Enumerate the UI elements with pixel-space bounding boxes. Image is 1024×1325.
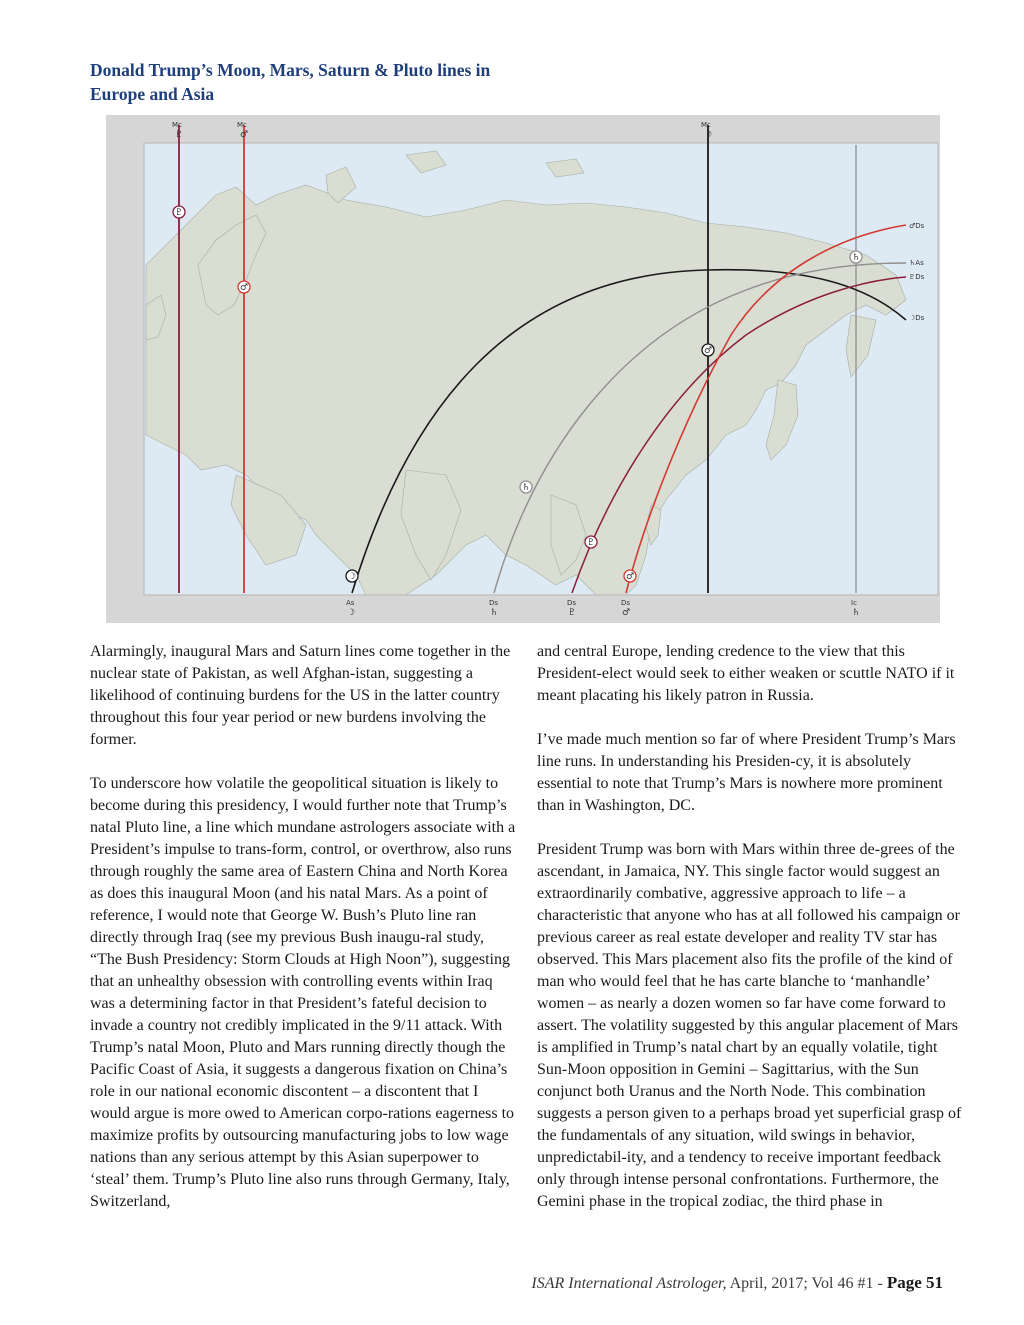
- footer-page-number: Page 51: [886, 1273, 943, 1292]
- figure-title-line-2: Europe and Asia: [90, 84, 215, 104]
- article-column-left: [90, 641, 518, 1235]
- top-label-moon-mc: Mc: [701, 121, 711, 129]
- bottom-label-saturn-ds: Ds: [489, 599, 499, 607]
- figure-title: [90, 58, 610, 106]
- right-label-mars-ds: ♂Ds: [909, 222, 925, 230]
- map-svg: [106, 115, 940, 623]
- pluto-marker-glyph: ♇: [175, 208, 184, 218]
- pluto-ds-marker-glyph: ♇: [587, 538, 596, 548]
- bottom-glyph-moon: ☽: [347, 608, 356, 618]
- mars-mc-marker-glyph: ♂: [240, 283, 249, 293]
- moon-mc-crossing-glyph: ♂: [704, 346, 713, 356]
- top-label-pluto-mc: Mc: [172, 121, 182, 129]
- right-label-saturn-as: ♄As: [909, 259, 924, 267]
- bottom-glyph-saturn: ♄: [490, 608, 499, 618]
- top-glyph-pluto: ♇: [175, 130, 184, 140]
- bottom-label-saturn-ic: Ic: [851, 599, 857, 607]
- right-label-moon-ds: ☽Ds: [909, 314, 925, 322]
- article-paragraph: I’ve made much mention so far of where President Trump’s Mars line runs. In understanding his Presiden-cy, it is absolutely essential to note that Trump’s Mars is nowhere more prominent than in Washington, DC.: [537, 731, 956, 814]
- bottom-glyph-mars: ♂: [622, 608, 631, 618]
- bottom-glyph-pluto: ♇: [568, 608, 577, 618]
- article-paragraph: President Trump was born with Mars within three de-grees of the ascendant, in Jamaica, NY. This single factor would suggest an extraordinarily combative, aggressive approach to life – a characteristic that anyone who has at all followed his campaign or previous career as real estate developer and reality TV star has observed. This Mars placement also fits the profile of the kind of man who would feel that he has carte blanche to ‘manhandle’ women – as nearly a dozen women so far have come forward to assert. The volatility suggested by this angular placement of Mars is amplified in Trump’s natal chart by an equally volatile, tight Sun-Moon opposition in Gemini – Sagittarius, with the Sun conjunct both Uranus and the North Node. This combination suggests a person given to a perhaps broad yet superficial grasp of the fundamentals of any situation, wild swings in behavior, unpredictabil-ity, and a tendency to receive important feedback only through intense personal confrontations. Furthermore, the Gemini phase in the tropical zodiac, the third phase in: [537, 841, 962, 1210]
- mars-ds-marker-glyph: ♂: [626, 572, 635, 582]
- bottom-glyph-saturn-ic: ♄: [852, 608, 861, 618]
- footer-issue: April, 2017; Vol 46 #1 -: [726, 1275, 887, 1292]
- footer-journal: ISAR International Astrologer,: [531, 1275, 727, 1292]
- top-label-mars-mc: Mc: [237, 121, 247, 129]
- article-paragraph: To underscore how volatile the geopolitical situation is likely to become during this presidency, I would further note that Trump’s natal Pluto line, a line which mundane astrologers associate with a President’s impulse to trans-form, control, or overthrow, also runs through roughly the same area of Eastern China and North Korea as does this inaugural Moon (and his natal Mars. As a point of reference, I would note that George W. Bush’s Pluto line ran directly through Iraq (see my previous Bush inaugu-ral study, “The Bush Presidency: Storm Clouds at High Noon”), suggesting that an unhealthy obsession with controlling events within Iraq was a determining factor in that President’s fateful decision to invade a country not credibly implicated in the 9/11 attack. With Trump’s natal Moon, Pluto and Mars running directly though the Pacific Coast of Asia, it suggests a dangerous fixation on China’s role in our national economic discontent – a discontent that I would argue is more owed to American corpo-rations eagerness to maximize profits by outsourcing manufacturing jobs to low wage nations than any serious attempt by this Asian superpower to ‘steal’ them. Trump’s Pluto line also runs through Germany, Italy, Switzerland,: [90, 775, 516, 1210]
- astrocartography-map: [106, 115, 940, 623]
- saturn-marker-glyph: ♄: [522, 483, 531, 493]
- saturn-as-marker-glyph: ♄: [852, 253, 861, 263]
- bottom-label-pluto-ds: Ds: [567, 599, 577, 607]
- bottom-label-moon-as: As: [346, 599, 355, 607]
- top-glyph-mars: ♂: [240, 130, 249, 140]
- top-glyph-moon: ☽: [704, 130, 713, 140]
- article-column-right: [537, 641, 967, 1235]
- bottom-label-mars-ds: Ds: [621, 599, 631, 607]
- figure-title-line-1: Donald Trump’s Moon, Mars, Saturn & Pluto lines in: [90, 60, 491, 80]
- page-footer: [497, 1273, 943, 1293]
- moon-marker-glyph: ☽: [348, 572, 357, 582]
- article-paragraph: and central Europe, lending credence to the view that this President-elect would seek to either weaken or scuttle NATO if it meant placating his likely patron in Russia.: [537, 643, 955, 704]
- right-label-pluto-ds: ♇Ds: [909, 273, 925, 281]
- article-paragraph: Alarmingly, inaugural Mars and Saturn lines come together in the nuclear state of Pakistan, as well Afghan-istan, suggesting a likelihood of continuing burdens for the US in the latter country throughout this four year period or new burdens involving the former.: [90, 643, 511, 748]
